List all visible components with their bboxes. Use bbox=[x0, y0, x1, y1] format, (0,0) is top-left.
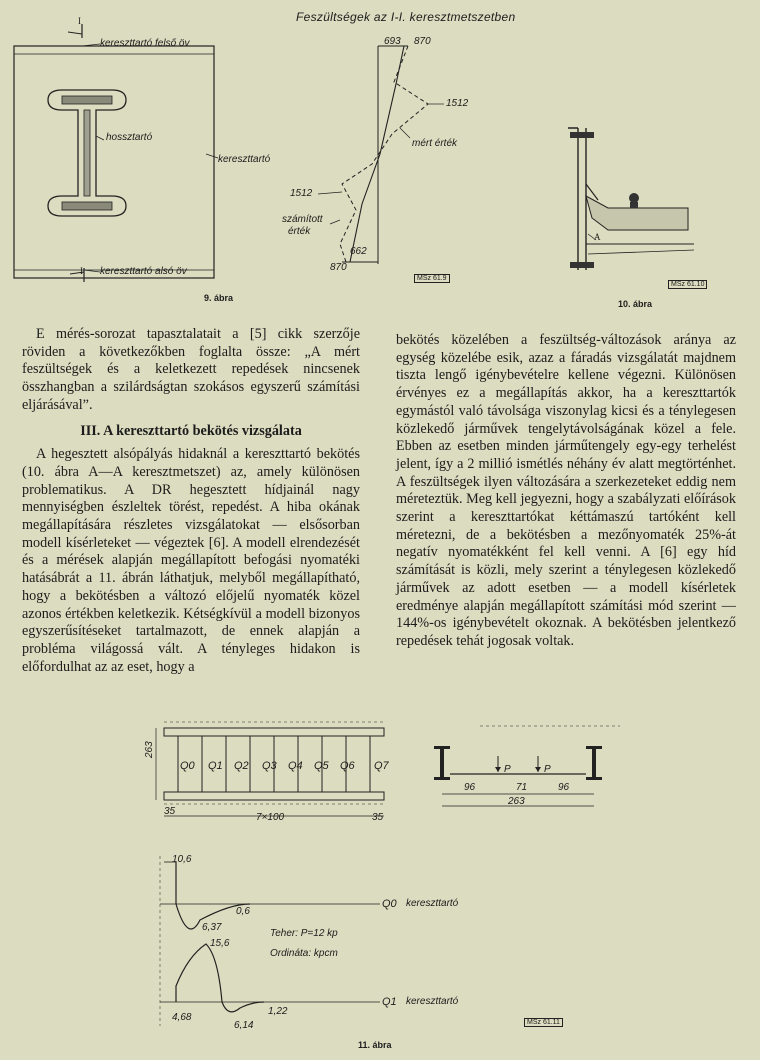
right-column bbox=[396, 332, 736, 651]
load-p-2: P bbox=[544, 764, 551, 775]
q1-girder: Q1 bbox=[382, 996, 397, 1008]
q0-end: 0,6 bbox=[236, 906, 250, 917]
section-mark-top: I bbox=[78, 16, 81, 26]
dim-end-right: 35 bbox=[372, 812, 384, 823]
cs-dim-total: 263 bbox=[508, 796, 525, 807]
girder-q4: Q4 bbox=[288, 760, 303, 772]
running-header: Feszültségek az I-I. keresztmetszetben bbox=[296, 10, 516, 24]
label-computed-2: érték bbox=[288, 226, 311, 237]
label-bottom-flange: kereszttartó alsó öv bbox=[100, 266, 187, 277]
value-870-top: 870 bbox=[414, 36, 431, 47]
section-title: III. A kereszttartó bekötés vizsgálata bbox=[80, 422, 302, 439]
girder-q3: Q3 bbox=[262, 760, 277, 772]
right-paragraph-1: bekötés közelében a feszültség-változások aránya az egység közelébe esik, azaz a fáradás vizsgálatát majdnem tiszta lengő igénybevételre kellene végezni. Különösen érvényes ez a megállapítás akkor, ha a kereszttartók egymástól való távolsága viszonylag kicsi és a ténylegesen közlekedő járművek tengelytávolságának közel a fele. Ebben az esetben minden járműtengely egy-egy terhelést jelent, így a 2 millió ismétlés néhány év alatt megtörténhet. A feszültségek ilyen változására a szerkezeteket eddig nem méreteztük. Meg kell jegyezni, hogy a szabályzati előírások szerint a kereszttartókat kéttámaszú tartóként kell méretezni, de a bekötésben a mezőnyomaték 25%-át negatív nyomatékként fel kell venni. A [6] egy híd számítását is közli, mely szerint a ténylegesen közlekedő járművek az adott esetben — a modell kísérletek eredménye alapján megállapított számítási mód szerint — 144%-os igénybevételt okoznak. A bekötésben jelentkező repedések tehát jogosak voltak. bbox=[396, 332, 736, 649]
figure-11-influence-lines bbox=[140, 846, 390, 1028]
caption-fig9: 9. ábra bbox=[204, 293, 234, 303]
cs-dim-mid: 71 bbox=[516, 782, 528, 793]
girder-q0: Q0 bbox=[180, 760, 195, 772]
caption-fig11: 11. ábra bbox=[358, 1040, 392, 1050]
section-mark-fig10: A bbox=[594, 232, 601, 242]
stamp-fig10: MSz 61.10 bbox=[668, 280, 707, 289]
left-column bbox=[22, 326, 360, 676]
caption-fig10: 10. ábra bbox=[618, 299, 653, 309]
girder-q7: Q7 bbox=[374, 760, 389, 772]
stamp-fig9: MSz 61.9 bbox=[414, 274, 450, 283]
q0-label: kereszttartó bbox=[406, 898, 459, 909]
note-ordinate: Ordináta: kpcm bbox=[270, 948, 338, 959]
label-measured: mért érték bbox=[412, 138, 458, 149]
q1-min: 6,14 bbox=[234, 1020, 254, 1031]
figure-10 bbox=[548, 124, 698, 276]
dim-height: 263 bbox=[144, 741, 155, 758]
q1-peak: 15,6 bbox=[210, 938, 230, 949]
value-693: 693 bbox=[384, 36, 401, 47]
label-main-girder: hossztartó bbox=[106, 132, 153, 143]
left-paragraph-2: A hegesztett alsópályás hidaknál a kereszttartó bekötés (10. ábra A—A keresztmetszet) az, amely különösen problematikus. A DR hegesztett hídjainál nagy mennyiségben észleltek törést, repedést. A hiba okának megállapítására részletes vizsgálatokat — elsősorban modell kísérleteket — végeztek [6]. A modell elrendezését és a mérések alapján megállapított befogási nyomatéki hatásábrát a 11. ábrán láthatjuk, melyből megállapítható, hogy a bekötésben a változó előjelű nyomaték közel azonos értékben keletkezik. Kétségkívül a modell bizonyos egyszerűsítéseket tartalmazott, de ennek alapján a probléma világossá vált. A tényleges hidakon is előfordulhat az az eset, hogy a bbox=[22, 446, 360, 675]
q0-peak: 10,6 bbox=[172, 854, 192, 865]
girder-q1: Q1 bbox=[208, 760, 223, 772]
value-870-bottom: 870 bbox=[330, 262, 347, 273]
section-mark-bottom: I bbox=[80, 266, 83, 276]
value-662: 662 bbox=[350, 246, 367, 257]
dim-end-left: 35 bbox=[164, 806, 176, 817]
label-cross-girder: kereszttartó bbox=[218, 154, 271, 165]
label-computed-1: számított bbox=[282, 214, 323, 225]
value-1512-left: 1512 bbox=[290, 188, 313, 199]
q0-min: 6,37 bbox=[202, 922, 222, 933]
value-1512-right: 1512 bbox=[446, 98, 469, 109]
left-paragraph-1: E mérés-sorozat tapasztalatait a [5] cikk szerzője röviden a következőkben foglalta össze: „A mért feszültségek és a keletkezett repedések nincsenek összhangban a szilárdságtan szokásos egyszerű számítási eljárásával”. bbox=[22, 326, 360, 413]
stamp-fig11: MSz 61.11 bbox=[524, 1018, 563, 1027]
cs-dim-left: 96 bbox=[464, 782, 476, 793]
label-top-flange: kereszttartó felső öv bbox=[100, 38, 190, 49]
q1-label: kereszttartó bbox=[406, 996, 459, 1007]
figure-11-cross-section bbox=[430, 722, 620, 812]
dim-spacing: 7×100 bbox=[256, 812, 285, 823]
girder-q2: Q2 bbox=[234, 760, 249, 772]
q1-end: 1,22 bbox=[268, 1006, 288, 1017]
girder-q5: Q5 bbox=[314, 760, 329, 772]
q1-start: 4,68 bbox=[172, 1012, 192, 1023]
load-p-1: P bbox=[504, 764, 511, 775]
q0-girder: Q0 bbox=[382, 898, 397, 910]
girder-q6: Q6 bbox=[340, 760, 355, 772]
cs-dim-right: 96 bbox=[558, 782, 570, 793]
note-load: Teher: P=12 kp bbox=[270, 928, 338, 939]
